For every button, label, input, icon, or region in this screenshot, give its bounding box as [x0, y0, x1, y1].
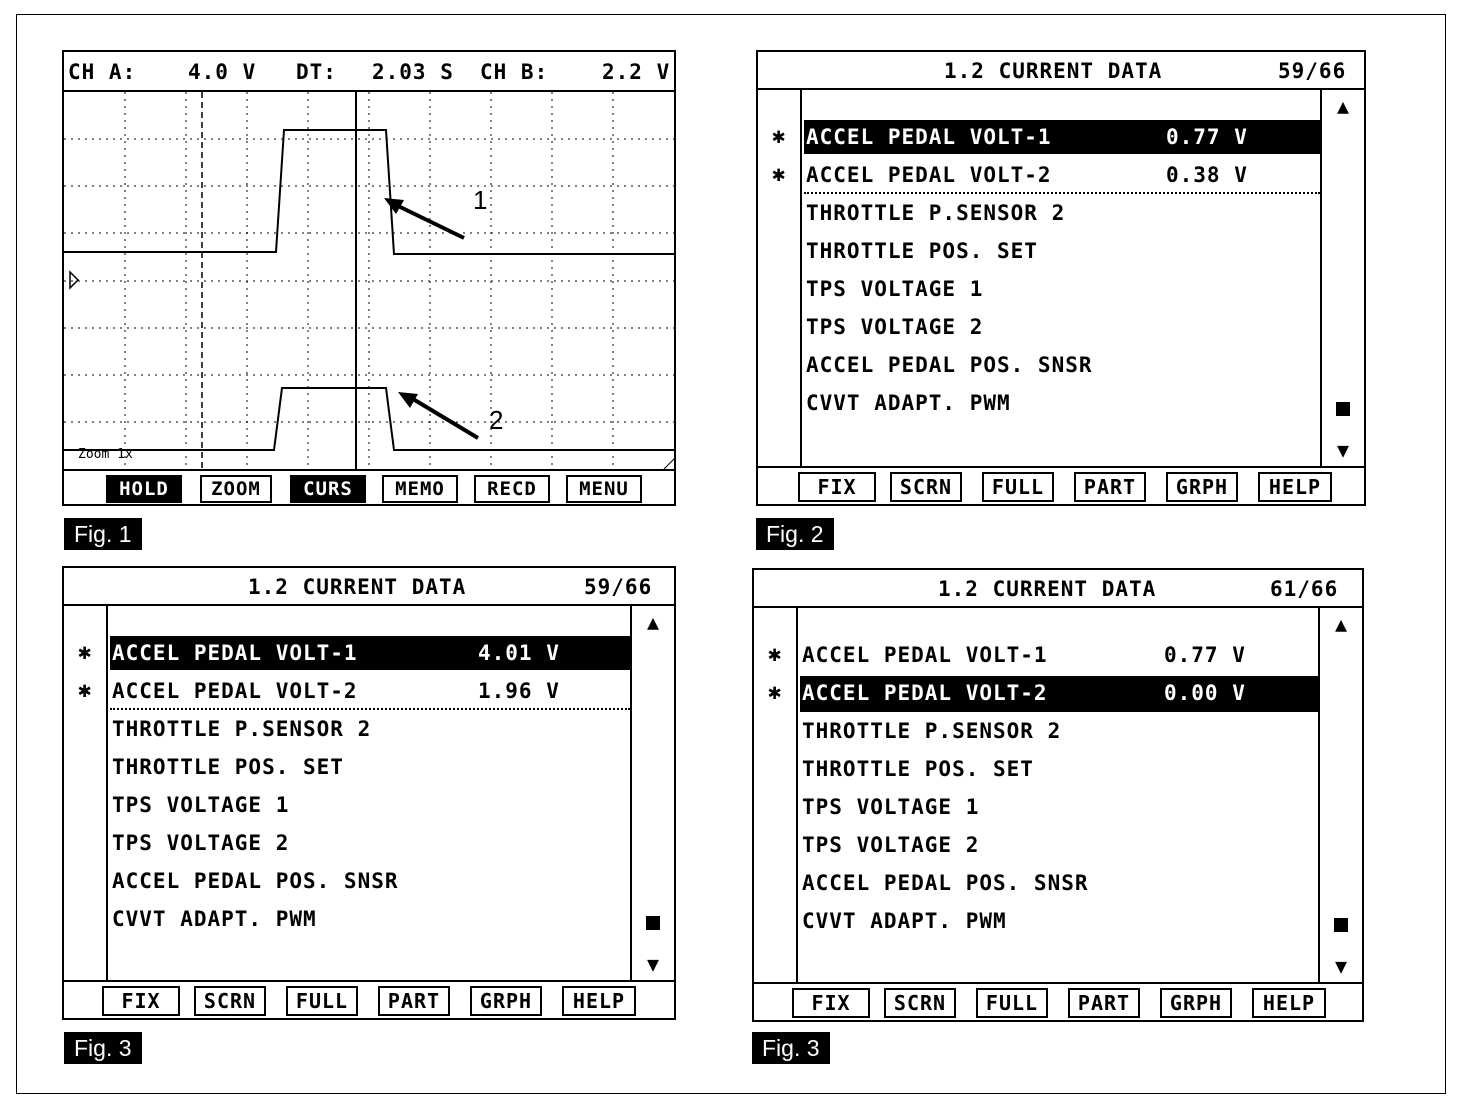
- screen-title: 1.2 CURRENT DATA: [944, 59, 1163, 83]
- part-button[interactable]: PART: [378, 986, 450, 1016]
- row-label: CVVT ADAPT. PWM: [806, 391, 1011, 415]
- fix-button[interactable]: FIX: [102, 986, 180, 1016]
- row-label: ACCEL PEDAL VOLT-1: [802, 643, 1048, 667]
- recd-button[interactable]: RECD: [474, 475, 550, 503]
- row-value: 0.38 V: [1166, 163, 1248, 187]
- triangle-down-icon[interactable]: ▼: [1334, 954, 1348, 978]
- callout-arrow-2: [408, 396, 478, 438]
- fix-button[interactable]: FIX: [792, 988, 870, 1018]
- row-label: THROTTLE POS. SET: [112, 755, 344, 779]
- data-row[interactable]: [110, 826, 630, 860]
- row-value: 0.77 V: [1166, 125, 1248, 149]
- grph-button[interactable]: GRPH: [1166, 472, 1238, 502]
- fig3b-label: Fig. 3: [752, 1032, 830, 1064]
- row-label: THROTTLE P.SENSOR 2: [112, 717, 372, 741]
- row-value: 1.96 V: [478, 679, 560, 703]
- row-label: THROTTLE P.SENSOR 2: [806, 201, 1066, 225]
- page-counter: 61/66: [1270, 577, 1339, 601]
- hold-button[interactable]: HOLD: [106, 475, 182, 503]
- row-label: THROTTLE P.SENSOR 2: [802, 719, 1062, 743]
- scope-header: [64, 52, 674, 92]
- full-button[interactable]: FULL: [976, 988, 1048, 1018]
- data-row[interactable]: [110, 864, 630, 898]
- triangle-down-icon[interactable]: ▼: [1336, 438, 1350, 462]
- data-list: [798, 608, 1318, 982]
- data-row[interactable]: [110, 750, 630, 784]
- data-row[interactable]: [804, 348, 1320, 382]
- row-value: 0.00 V: [1164, 681, 1246, 705]
- grph-button[interactable]: GRPH: [1160, 988, 1232, 1018]
- data-row[interactable]: [800, 676, 1318, 712]
- row-label: ACCEL PEDAL VOLT-2: [806, 163, 1052, 187]
- function-key-bar: [754, 982, 1362, 1020]
- softkey-bar: [64, 469, 674, 504]
- triangle-up-icon[interactable]: ▲: [646, 610, 660, 634]
- row-label: CVVT ADAPT. PWM: [802, 909, 1007, 933]
- grid: [64, 92, 674, 469]
- screen-title-bar: [758, 52, 1364, 90]
- data-row[interactable]: [804, 386, 1320, 420]
- data-row[interactable]: [110, 674, 630, 710]
- triangle-down-icon[interactable]: ▼: [646, 952, 660, 976]
- row-label: ACCEL PEDAL VOLT-1: [112, 641, 358, 665]
- part-button[interactable]: PART: [1074, 472, 1146, 502]
- scope-screen: [62, 50, 676, 506]
- current-data-screen-fig2: [756, 50, 1366, 506]
- screen-title: 1.2 CURRENT DATA: [938, 577, 1157, 601]
- row-label: TPS VOLTAGE 1: [112, 793, 290, 817]
- menu-button[interactable]: MENU: [566, 475, 642, 503]
- row-label: THROTTLE POS. SET: [806, 239, 1038, 263]
- memo-button[interactable]: MEMO: [382, 475, 458, 503]
- scrn-button[interactable]: SCRN: [890, 472, 962, 502]
- data-row[interactable]: [110, 712, 630, 746]
- scrn-button[interactable]: SCRN: [194, 986, 266, 1016]
- help-button[interactable]: HELP: [1258, 472, 1332, 502]
- help-button[interactable]: HELP: [1252, 988, 1326, 1018]
- row-label: TPS VOLTAGE 2: [802, 833, 980, 857]
- trigger-marker-icon: [70, 272, 78, 288]
- data-row[interactable]: [110, 636, 630, 670]
- data-row[interactable]: [800, 828, 1318, 862]
- scrn-button[interactable]: SCRN: [884, 988, 956, 1018]
- square-icon[interactable]: [646, 916, 660, 930]
- data-row[interactable]: [110, 788, 630, 822]
- full-button[interactable]: FULL: [982, 472, 1054, 502]
- ch-a-label: CH A:: [68, 60, 137, 84]
- data-list: [108, 606, 630, 980]
- scrollbar[interactable]: [1320, 90, 1364, 466]
- row-label: ACCEL PEDAL VOLT-2: [112, 679, 358, 703]
- full-button[interactable]: FULL: [286, 986, 358, 1016]
- waveform-display[interactable]: [64, 92, 674, 469]
- data-row[interactable]: [804, 120, 1320, 154]
- callout-label-2: 2: [489, 405, 504, 435]
- screen-title: 1.2 CURRENT DATA: [248, 575, 467, 599]
- triangle-up-icon[interactable]: ▲: [1336, 94, 1350, 118]
- data-row[interactable]: [804, 158, 1320, 194]
- data-row[interactable]: [800, 638, 1318, 672]
- screen-title-bar: [64, 568, 674, 606]
- data-row[interactable]: [800, 904, 1318, 938]
- data-row[interactable]: [804, 234, 1320, 268]
- row-label: THROTTLE POS. SET: [802, 757, 1034, 781]
- fig-1-label: Fig. 1: [64, 518, 142, 550]
- row-label: ACCEL PEDAL POS. SNSR: [112, 869, 399, 893]
- help-button[interactable]: HELP: [562, 986, 636, 1016]
- triangle-up-icon[interactable]: ▲: [1334, 612, 1348, 636]
- data-row[interactable]: [800, 866, 1318, 900]
- page-counter: 59/66: [584, 575, 653, 599]
- screen-title-bar: [754, 570, 1362, 608]
- row-value: 4.01 V: [478, 641, 560, 665]
- data-row[interactable]: [800, 714, 1318, 748]
- data-row[interactable]: [804, 310, 1320, 344]
- row-label: TPS VOLTAGE 1: [806, 277, 984, 301]
- asterisk-icon: ✱: [768, 680, 782, 705]
- asterisk-icon: ✱: [78, 640, 92, 665]
- asterisk-icon: ✱: [768, 642, 782, 667]
- data-list: [802, 90, 1320, 466]
- grph-button[interactable]: GRPH: [470, 986, 542, 1016]
- dt-value: 2.03 S: [372, 60, 454, 84]
- scrollbar[interactable]: [630, 606, 674, 980]
- ch-b-value: 2.2 V: [602, 60, 671, 84]
- scrollbar[interactable]: [1318, 608, 1362, 982]
- ch-a-value: 4.0 V: [188, 60, 257, 84]
- row-label: ACCEL PEDAL POS. SNSR: [806, 353, 1093, 377]
- part-button[interactable]: PART: [1068, 988, 1140, 1018]
- data-row[interactable]: [110, 902, 630, 936]
- asterisk-icon: ✱: [78, 678, 92, 703]
- waveform-channel-b: [64, 388, 674, 450]
- page-counter: 59/66: [1278, 59, 1347, 83]
- function-key-bar: [758, 466, 1364, 504]
- fig3a-label: Fig. 3: [64, 1032, 142, 1064]
- fix-button[interactable]: FIX: [798, 472, 876, 502]
- zoom-button[interactable]: ZOOM: [200, 475, 272, 503]
- data-row[interactable]: [800, 790, 1318, 824]
- data-row[interactable]: [800, 752, 1318, 786]
- marker-column: [754, 608, 798, 982]
- zoom-label: Zoom 1x: [78, 447, 133, 462]
- asterisk-icon: ✱: [772, 124, 786, 149]
- row-label: TPS VOLTAGE 2: [806, 315, 984, 339]
- row-label: ACCEL PEDAL POS. SNSR: [802, 871, 1089, 895]
- asterisk-icon: ✱: [772, 162, 786, 187]
- marker-column: [758, 90, 802, 466]
- data-row[interactable]: [804, 196, 1320, 230]
- row-label: TPS VOLTAGE 1: [802, 795, 980, 819]
- function-key-bar: [64, 980, 674, 1018]
- row-label: TPS VOLTAGE 2: [112, 831, 290, 855]
- curs-button[interactable]: CURS: [290, 475, 366, 503]
- data-row[interactable]: [804, 272, 1320, 306]
- row-label: ACCEL PEDAL VOLT-1: [806, 125, 1052, 149]
- row-label: CVVT ADAPT. PWM: [112, 907, 317, 931]
- dt-label: DT:: [296, 60, 337, 84]
- callout-label-1: 1: [473, 185, 488, 215]
- square-icon[interactable]: [1334, 918, 1348, 932]
- current-data-screen-fig3a: [62, 566, 676, 1020]
- ch-b-label: CH B:: [480, 60, 549, 84]
- row-label: ACCEL PEDAL VOLT-2: [802, 681, 1048, 705]
- current-data-screen-fig3b: [752, 568, 1364, 1022]
- fig2-label: Fig. 2: [756, 518, 834, 550]
- corner-mark: [664, 459, 674, 469]
- row-value: 0.77 V: [1164, 643, 1246, 667]
- marker-column: [64, 606, 108, 980]
- square-icon[interactable]: [1336, 402, 1350, 416]
